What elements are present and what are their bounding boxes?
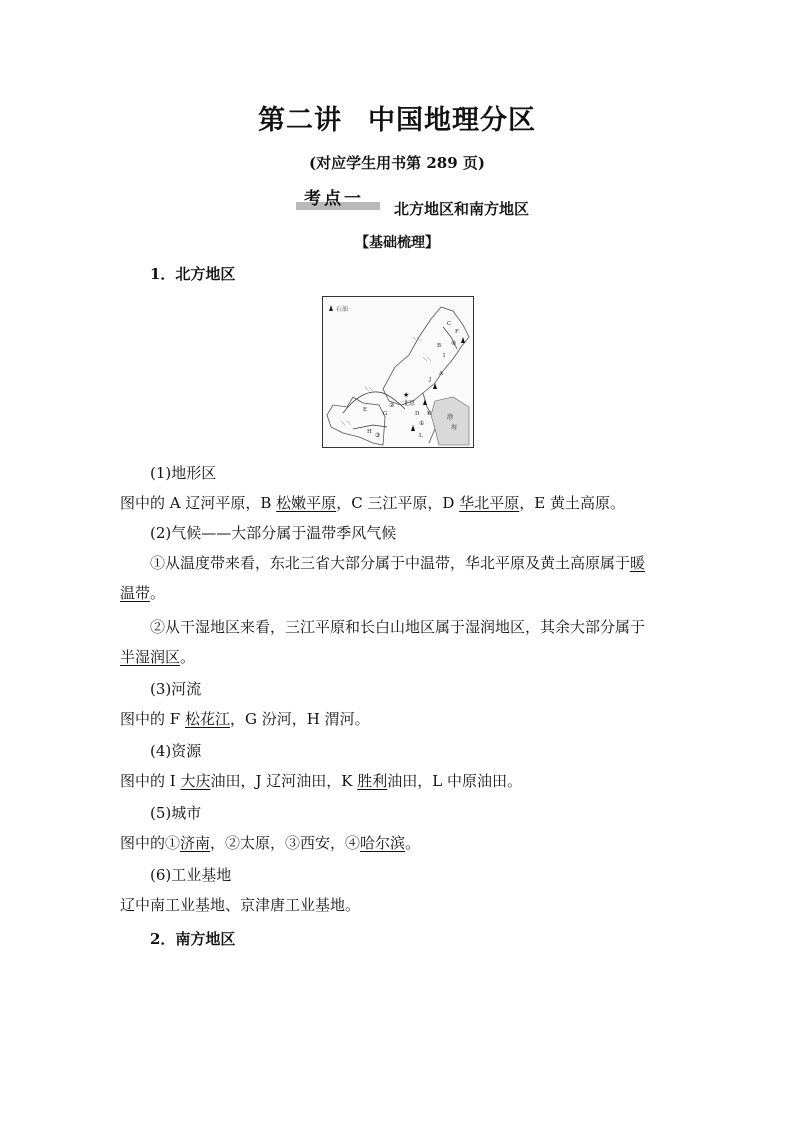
map-svg: [323, 297, 473, 447]
kaodian-topic: 北方地区和南方地区: [394, 200, 530, 218]
cities-answer-1: 济南: [180, 834, 211, 852]
legend-text: 石油: [336, 306, 349, 313]
terrain-pre: 图中的 A 辽河平原，B: [120, 494, 277, 512]
cities-text: [120, 832, 420, 853]
label-E: E: [363, 407, 368, 413]
label-J: J: [429, 377, 432, 383]
climate-answer-b: 半湿润区: [120, 648, 181, 666]
terrain-post: ，E 黄土高原。: [519, 494, 625, 512]
city-beijing: 北京: [403, 400, 416, 407]
cities-mid: ，②太原，③西安，④: [210, 834, 361, 852]
label-city-4: ④: [451, 340, 457, 347]
book-page-reference: (对应学生用书第 289 页): [309, 154, 485, 172]
industry-heading: (6)工业基地: [150, 866, 232, 884]
resources-post: 油田，L 中原油田。: [387, 772, 522, 790]
sea-label-b: 海: [451, 424, 458, 431]
label-C: C: [447, 321, 452, 327]
kaodian-label: 考点一: [304, 189, 364, 209]
cities-pre: 图中的①: [120, 834, 181, 852]
title-part2: 中国地理分区: [368, 105, 536, 136]
page-title: [0, 98, 794, 137]
resources-pre: 图中的 I: [120, 772, 181, 790]
label-A: A: [439, 371, 443, 377]
rivers-answer-f: 松花江: [184, 710, 230, 728]
heading-south: 2．南方地区: [150, 930, 236, 948]
rivers-post: ，G 汾河，H 渭河。: [229, 710, 370, 728]
cities-heading: (5)城市: [150, 804, 202, 822]
climate-line1: [150, 552, 645, 573]
cities-post: 。: [405, 834, 421, 852]
label-city-3: ③: [375, 432, 381, 439]
industry-text: 辽中南工业基地、京津唐工业基地。: [120, 896, 361, 914]
title-part1: 第二讲: [258, 105, 342, 136]
climate-answer-a2: 温带: [120, 584, 151, 602]
oil-legend: [329, 305, 348, 313]
label-city-2: ②: [389, 402, 395, 409]
bohai-sea: [431, 397, 469, 445]
capital-star: ★: [403, 391, 410, 399]
resources-heading: (4)资源: [150, 742, 202, 760]
resources-text: [120, 770, 522, 791]
north-china-map: [322, 296, 474, 448]
label-G: G: [383, 411, 388, 417]
climate-line2-post: 。: [150, 584, 166, 602]
climate-line2: [120, 582, 165, 603]
heading-north: 1．北方地区: [150, 265, 236, 283]
climate-line4: [120, 646, 195, 667]
terrain-heading: (1)地形区: [150, 464, 217, 482]
rivers-pre: 图中的 F: [120, 710, 185, 728]
terrain-mid: ，C 三江平原，D: [336, 494, 460, 512]
sea-label-a: 渤: [447, 414, 454, 421]
terrain-answer-d: 华北平原: [459, 494, 520, 512]
label-H: H: [367, 429, 372, 435]
label-F: F: [455, 329, 459, 335]
climate-line3: ②从干湿地区来看，三江平原和长白山地区属于湿润地区，其余大部分属于: [150, 618, 646, 636]
section-tag: 【基础梳理】: [355, 235, 439, 251]
northeast-outline: [383, 307, 469, 405]
rivers-text: [120, 708, 370, 729]
climate-line1-pre: ①从温度带来看，东北三省大部分属于中温带，华北平原及黄土高原属于: [150, 554, 631, 572]
resources-answer-i: 大庆: [180, 772, 211, 790]
label-city-1: ①: [419, 420, 425, 427]
climate-heading: (2)气候——大部分属于温带季风气候: [150, 524, 397, 542]
kaodian-header: [296, 184, 556, 218]
label-B: B: [437, 343, 442, 349]
river-yellow: [343, 392, 405, 413]
resources-mid: 油田，J 辽河油田，K: [210, 772, 358, 790]
label-K: K: [427, 411, 432, 417]
label-I: I: [443, 353, 446, 359]
terrain-text: [120, 492, 625, 513]
terrain-answer-b: 松嫩平原: [276, 494, 337, 512]
resources-answer-k: 胜利: [357, 772, 388, 790]
climate-answer-a: 暖: [630, 554, 646, 572]
label-L: L: [419, 433, 423, 439]
climate-line4-post: 。: [180, 648, 196, 666]
label-D: D: [415, 411, 420, 417]
cities-answer-4: 哈尔滨: [360, 834, 406, 852]
rivers-heading: (3)河流: [150, 680, 202, 698]
